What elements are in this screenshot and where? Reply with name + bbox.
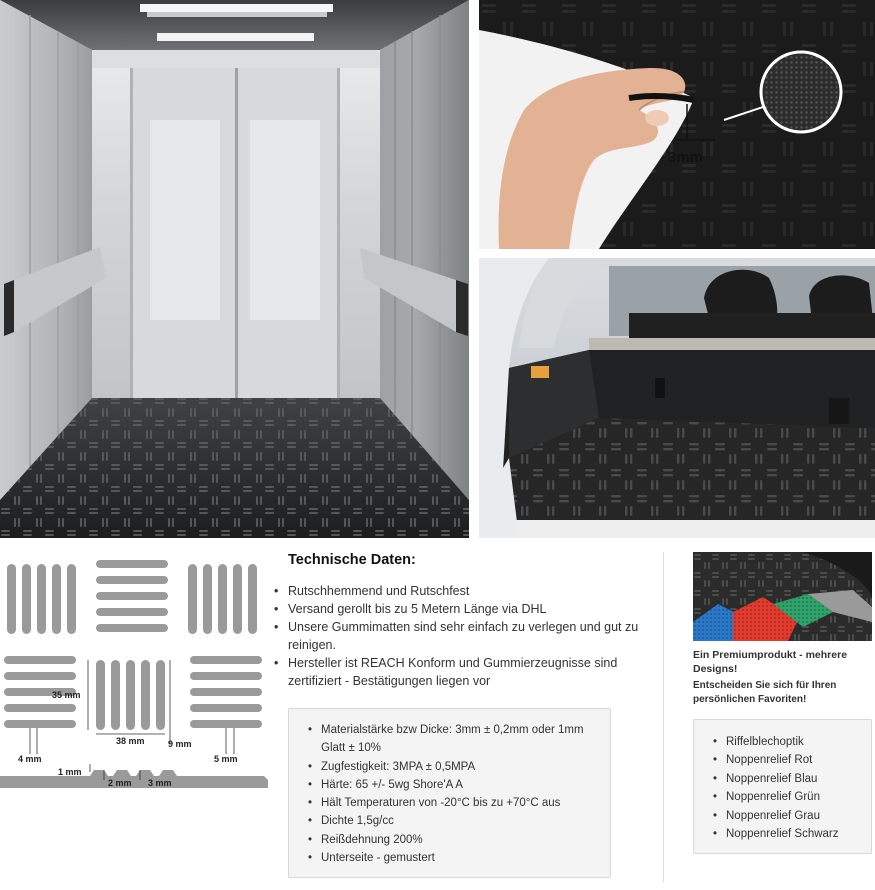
list-item: • Zugfestigkeit: 3MPA ± 0,5MPA [321,758,600,776]
list-item: • Materialstärke bzw Dicke: 3mm ± 0,2mm oder 1mm Glatt ± 10% [321,721,600,758]
dim-38mm: 38 mm [116,736,145,746]
color-variants-photo [693,552,872,641]
car-trunk-photo [479,258,875,538]
mat-closeup-photo [479,0,875,249]
tread-dimension-diagram [0,548,272,798]
variant-box [693,719,872,854]
dim-3mm: 3 mm [148,778,172,788]
list-item: • Versand gerollt bis zu 5 Metern Länge via DHL [280,600,650,618]
list-item: • Noppenrelief Blau [726,770,865,788]
mat-thickness-illustration [479,0,875,249]
list-item: • Noppenrelief Grau [726,807,865,825]
dim-5mm: 5 mm [214,754,238,764]
list-item: • Hält Temperaturen von -20°C bis zu +70°C aus [321,794,600,812]
list-item: • Hersteller ist REACH Konform und Gummierzeugnisse sind zertifiziert - Bestätigungen liegen vor [280,654,650,690]
list-item: • Noppenrelief Rot [726,751,865,769]
dim-2mm: 2 mm [108,778,132,788]
list-item: • Dichte 1,5g/cc [321,812,600,830]
dim-1mm: 1 mm [58,767,82,777]
list-item: • Riffelblechoptik [726,733,865,751]
thickness-label: 3mm [668,149,704,166]
list-item: • Noppenrelief Schwarz [726,825,865,843]
dim-9mm: 9 mm [168,739,192,749]
promo-headline: Ein Premiumprodukt - mehrere Designs! [693,649,848,675]
promo-subline: Entscheiden Sie sich für Ihren persönlichen Favoriten! [693,680,837,705]
variant-list [726,733,865,843]
list-item: • Unsere Gummimatten sind sehr einfach zu verlegen und gut zu reinigen. [280,618,650,654]
dim-4mm: 4 mm [18,754,42,764]
list-item: • Unterseite - gemustert [321,849,600,867]
spec-box [288,708,611,878]
dim-35mm: 35 mm [52,690,81,700]
tech-data-section [280,552,650,690]
list-item: • Noppenrelief Grün [726,788,865,806]
spec-list [321,721,600,867]
elevator-photo [0,0,469,538]
car-trunk-illustration [479,258,875,538]
tech-data-title: Technische Daten: [288,552,416,568]
tech-feature-list [280,582,650,690]
column-divider [663,552,664,882]
elevator-illustration [0,0,469,538]
list-item: • Härte: 65 +/- 5wg Shore'A A [321,776,600,794]
list-item: • Rutschhemmend und Rutschfest [280,582,650,600]
list-item: • Reißdehnung 200% [321,831,600,849]
promo-text [693,648,875,707]
